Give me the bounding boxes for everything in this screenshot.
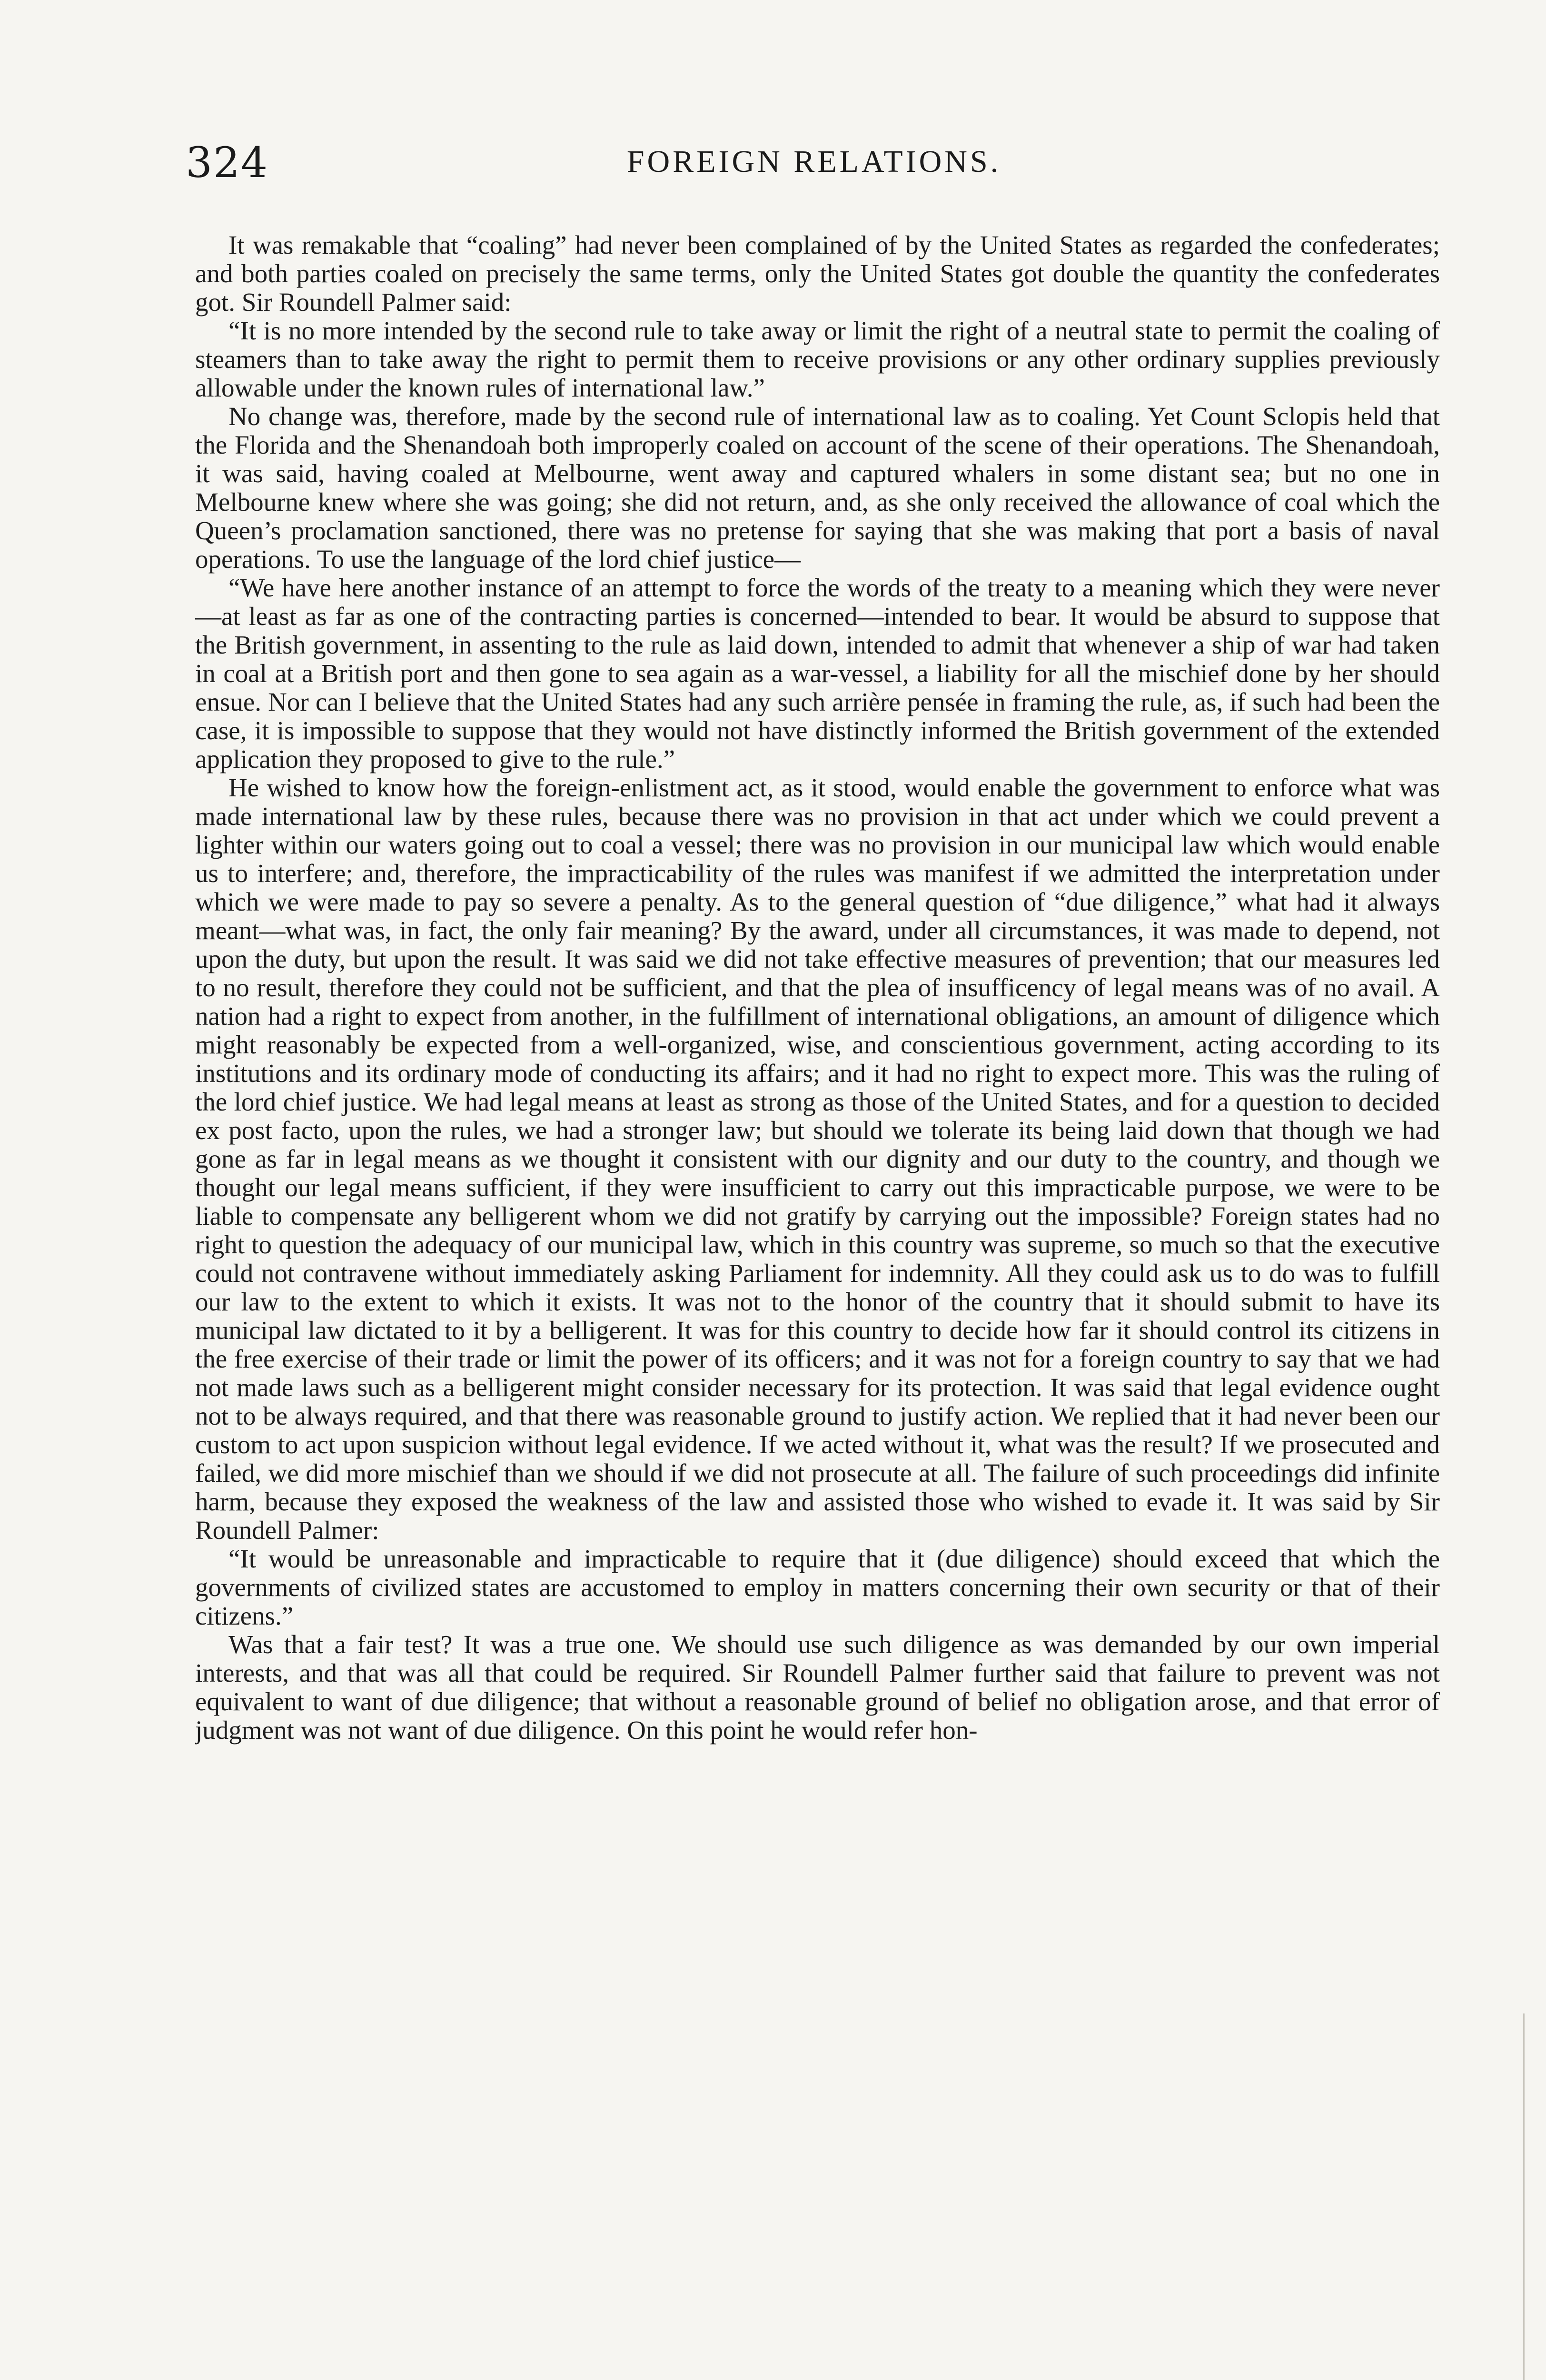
paragraph-foreign-enlistment-act: He wished to know how the foreign-enlistment act, as it stood, would enable the government to enforce what was made international law by these rules, because there was no provision in that act under which we could prevent a lighter within our waters going out to coal a vessel; there was no provision in our municipal law which would enable us to interfere; and, therefore, the impracticability of the rules was manifest if we admitted the interpretation under which we were made to pay so severe a penalty. As to the general question of “due diligence,” what had it always meant—what was, in fact, the only fair meaning? By the award, under all circumstances, it was made to depend, not upon the duty, but upon the result. It was said we did not take effective measures of prevention; that our measures led to no result, therefore they could not be sufficient, and that the plea of insufficency of legal means was of no avail. A nation had a right to expect from another, in the fulfillment of international obligations, an amount of diligence which might reasonably be expected from a well-organized, wise, and conscientious government, acting according to its institutions and its ordinary mode of conducting its affairs; and it had no right to expect more. This was the ruling of the lord chief justice. We had legal means at least as strong as those of the United States, and for a question to decided ex post facto, upon the rules, we had a stronger law; but should we tolerate its being laid down that though we had gone as far in legal means as we thought it consistent with our dignity and our duty to the country, and though we thought our legal means sufficient, if they were insufficient to carry out this impracticable purpose, we were to be liable to compensate any belligerent whom we did not gratify by carrying out the impossible? Foreign states had no right to question the adequacy of our municipal law, which in this country was supreme, so much so that the executive could not contravene without immediately asking Parliament for indemnity. All they could ask us to do was to fulfill our law to the extent to which it exists. It was not to the honor of the country that it should submit to have its municipal law dictated to it by a belligerent. It was for this country to decide how far it should control its citizens in the free exercise of their trade or limit the power of its officers; and it was not for a foreign country to say that we had not made laws such as a belligerent might consider necessary for its protection. It was said that legal evidence ought not to be always required, and that there was reasonable ground to justify action. We replied that it had never been our custom to act upon suspicion without legal evidence. If we acted without it, what was the result? If we prosecuted and failed, we did more mischief than we should if we did not prosecute at all. The failure of such proceedings did infinite harm, because they exposed the weakness of the law and assisted those who wished to evade it. It was said by Sir Roundell Palmer: — [195, 773, 1440, 1545]
paragraph-coaling-intro: It was remakable that “coaling” had never been complained of by the United States as regarded the confederates; and both parties coaled on precisely the same terms, only the United States got double the quantity the confederates got. Sir Roundell Palmer said: — [195, 231, 1440, 317]
body-text — [195, 231, 1440, 2380]
running-head: FOREIGN RELATIONS. — [626, 144, 1001, 179]
quote-palmer-due-diligence: “It would be unreasonable and impracticable to require that it (due diligence) should exceed that which the governments of civilized states are accustomed to employ in matters concerning their own security or that of their citizens.” — [195, 1544, 1440, 1630]
paragraph-fair-test: Was that a fair test? It was a true one. We should use such diligence as was demanded by our own imperial interests, and that was all that could be required. Sir Roundell Palmer further said that failure to prevent was not equivalent to want of due diligence; that without a reasonable ground of belief no obligation arose, and that error of judgment was not want of due diligence. On this point he would refer hon- — [195, 1630, 1440, 1745]
page-number: 324 — [186, 138, 268, 187]
page-header — [186, 138, 1442, 195]
margin-rule — [1523, 2013, 1525, 2380]
paragraph-sclopis-shenandoah: No change was, therefore, made by the second rule of international law as to coaling. Yet Count Sclopis held that the Florida and the Shenandoah both improperly coaled on account of the scene of their operations. The Shenandoah, it was said, having coaled at Melbourne, went away and captured whalers in some distant sea; but no one in Melbourne knew where she was going; she did not return, and, as she only received the allowance of coal which the Queen’s proclamation sanctioned, there was no pretense for saying that she was making that port a basis of naval operations. To use the language of the lord chief justice— — [195, 402, 1440, 574]
quote-palmer-second-rule: “It is no more intended by the second rule to take away or limit the right of a neutral state to permit the coaling of steamers than to take away the right to permit them to receive provisions or any other ordinary supplies previously allowable under the known rules of international law.” — [195, 316, 1440, 402]
quote-lord-chief-justice: “We have here another instance of an attempt to force the words of the treaty to a meaning which they were never—at least as far as one of the contracting parties is concerned—intended to bear. It would be absurd to suppose that the British government, in assenting to the rule as laid down, intended to admit that whenever a ship of war had taken in coal at a British port and then gone to sea again as a war-vessel, a liability for all the mischief done by her should ensue. Nor can I believe that the United States had any such arrière pensée in framing the rule, as, if such had been the case, it is impossible to suppose that they would not have distinctly informed the British government of the extended application they proposed to give to the rule.” — [195, 573, 1440, 774]
